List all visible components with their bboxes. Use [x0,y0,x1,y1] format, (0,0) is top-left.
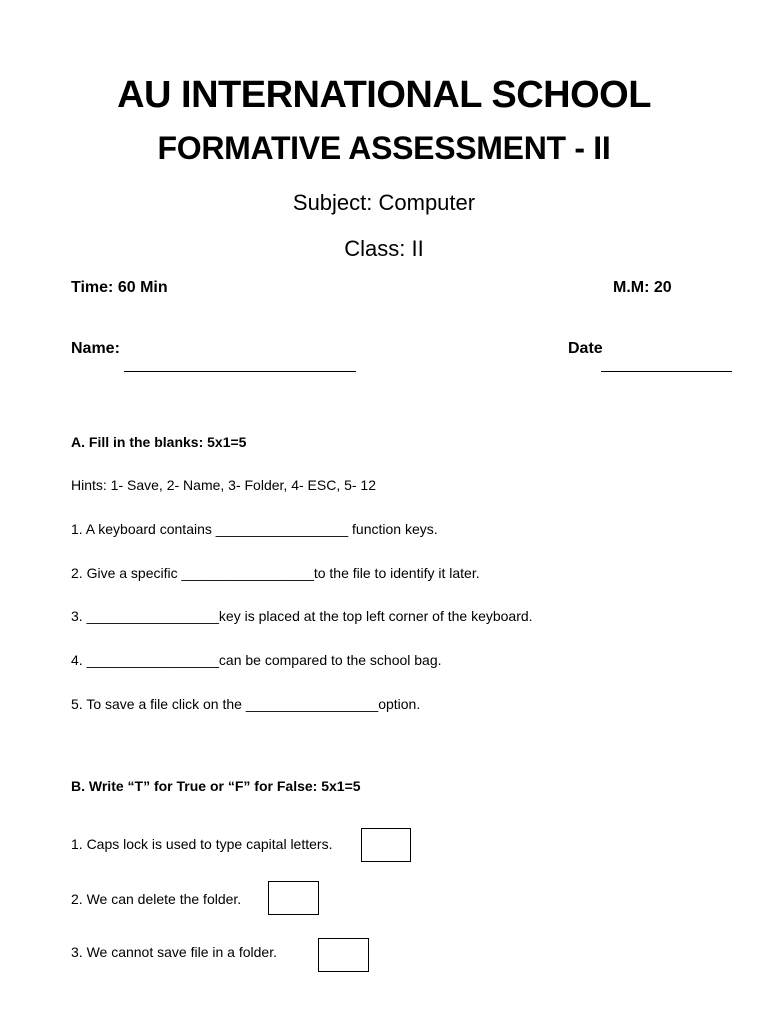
fill-question-2: 2. Give a specific _________________to the file to identify it later. [71,565,480,581]
fill-question-3: 3. _________________key is placed at the top left corner of the keyboard. [71,608,533,624]
section-b-heading: B. Write “T” for True or “F” for False: 5x1=5 [71,778,361,794]
name-blank-line[interactable] [124,371,356,372]
hints-text: Hints: 1- Save, 2- Name, 3- Folder, 4- ESC, 5- 12 [71,477,377,493]
subject-line: Subject: Computer [292,190,476,215]
name-label: Name: [71,340,120,357]
tf-question-2: 2. We can delete the folder. [71,891,242,907]
tf-question-3: 3. We cannot save file in a folder. [71,944,277,960]
fill-question-4: 4. _________________can be compared to the school bag. [71,652,442,668]
section-a-heading: A. Fill in the blanks: 5x1=5 [71,434,247,450]
fill-question-1: 1. A keyboard contains _________________ function keys. [71,521,438,537]
tf-answer-box-1[interactable] [361,828,411,862]
tf-answer-box-2[interactable] [268,881,319,915]
tf-question-1: 1. Caps lock is used to type capital letters. [71,836,333,852]
class-line: Class: II [344,236,424,261]
school-title: AU INTERNATIONAL SCHOOL [117,74,651,116]
date-label: Date [568,340,603,357]
assessment-title: FORMATIVE ASSESSMENT - II [157,130,611,166]
tf-answer-box-3[interactable] [318,938,369,972]
fill-question-5: 5. To save a file click on the _________________option. [71,696,421,712]
max-marks-label: M.M: 20 [613,279,672,296]
time-label: Time: 60 Min [71,279,168,296]
date-blank-line[interactable] [601,371,732,372]
